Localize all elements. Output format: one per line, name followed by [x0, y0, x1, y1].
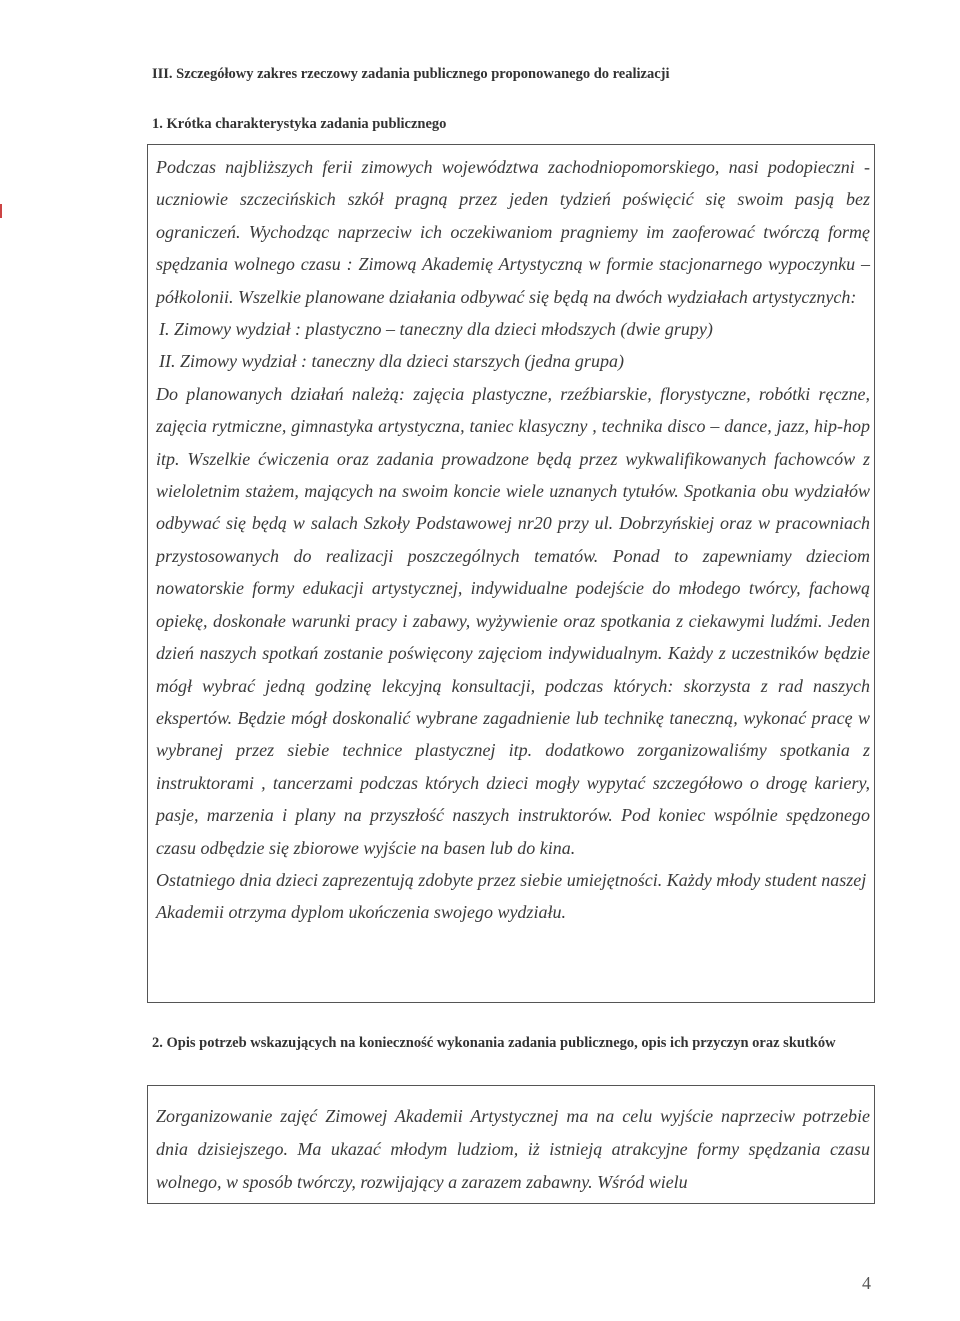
needs-description-box	[147, 1085, 875, 1204]
department-item-1: I. Zimowy wydział : plastyczno – taneczny dla dzieci młodszych (dwie grupy)	[159, 319, 713, 340]
section-3-heading: III. Szczegółowy zakres rzeczowy zadania publicznego proponowanego do realizacji	[152, 66, 670, 82]
section-1-heading: 1. Krótka charakterystyka zadania publicznego	[152, 116, 447, 132]
activities-paragraph: Do planowanych działań należą: zajęcia plastyczne, rzeźbiarskie, florystyczne, robótki ręczne, zajęcia rytmiczne, gimnastyka artystyczna, taniec klasyczny , technika disco – dance, jazz, hip-hop itp. Wszelkie ćwiczenia oraz zadania prowadzone będą przez wykwalifikowanych fachowców z wieloletnim stażem, mających na swoim koncie wiele uznanych tytułów. Spotkania obu wydziałów odbywać się będą w salach Szkoły Podstawowej nr20 przy ul. Dobrzyńskiej oraz w pracowniach przystosowanych do realizacji poszczególnych tematów. Ponad to zapewniamy dzieciom nowatorskie formy edukacji artystycznej, indywidualne podejście do młodego twórcy, fachową opiekę, doskonałe warunki pracy i zabawy, wyżywienie oraz spotkania z ciekawymi ludźmi. Jeden dzień naszych spotkań zostanie poświęcony zajęciom indywidualnym. Każdy z uczestników będzie mógł wybrać jedną godzinę lekcyjną konsultacji, podczas których: skorzysta z rad naszych ekspertów. Będzie mógł doskonalić wybrane zagadnienie lub technikę taneczną, wykonać pracę w wybranej przez siebie technice plastycznej itp. dodatkowo zorganizowaliśmy spotkania z instruktorami , tancerzami podczas których dzieci mogły wypytać szczegółowo o drogę kariery, pasje, marzenia i plany na przyszłość naszych instruktorów. Pod koniec wspólnie spędzonego czasu odbędzie się zbiorowe wyjście na basen lub do kina.	[156, 383, 870, 858]
closing-paragraph: Ostatniego dnia dzieci zaprezentują zdobyte przez siebie umiejętności. Każdy młody student naszej Akademii otrzyma dyplom ukończenia swojego wydziału.	[156, 869, 867, 923]
task-description-box	[147, 144, 875, 1003]
scan-edge-mark	[0, 204, 2, 218]
department-item-2: II. Zimowy wydział : taneczny dla dzieci starszych (jedna grupa)	[159, 351, 624, 372]
section-2-heading: 2. Opis potrzeb wskazujących na konieczność wykonania zadania publicznego, opis ich przyczyn oraz skutków	[152, 1035, 836, 1051]
needs-paragraph: Zorganizowanie zajęć Zimowej Akademii Artystycznej ma na celu wyjście naprzeciw potrzebie dnia dzisiejszego. Ma ukazać młodym ludziom, iż istnieją atrakcyjne formy spędzania czasu wolnego, w sposób twórczy, rozwijający a zarazem zabawny. Wśród wielu	[156, 1106, 870, 1192]
intro-paragraph: Podczas najbliższych ferii zimowych województwa zachodniopomorskiego, nasi podopieczni - uczniowie szczecińskich szkół pragną przez jeden tydzień poświęcić się swoim pasją bez ograniczeń. Wychodząc naprzeciw ich oczekiwaniom pragniemy im zaoferować twórczą formę spędzania wolnego czasu : Zimową Akademię Artystyczną w formie stacjonarnego wypoczynku – półkolonii. Wszelkie planowane działania odbywać się będą na dwóch wydziałach artystycznych:	[156, 157, 870, 307]
page-number: 4	[862, 1273, 871, 1293]
